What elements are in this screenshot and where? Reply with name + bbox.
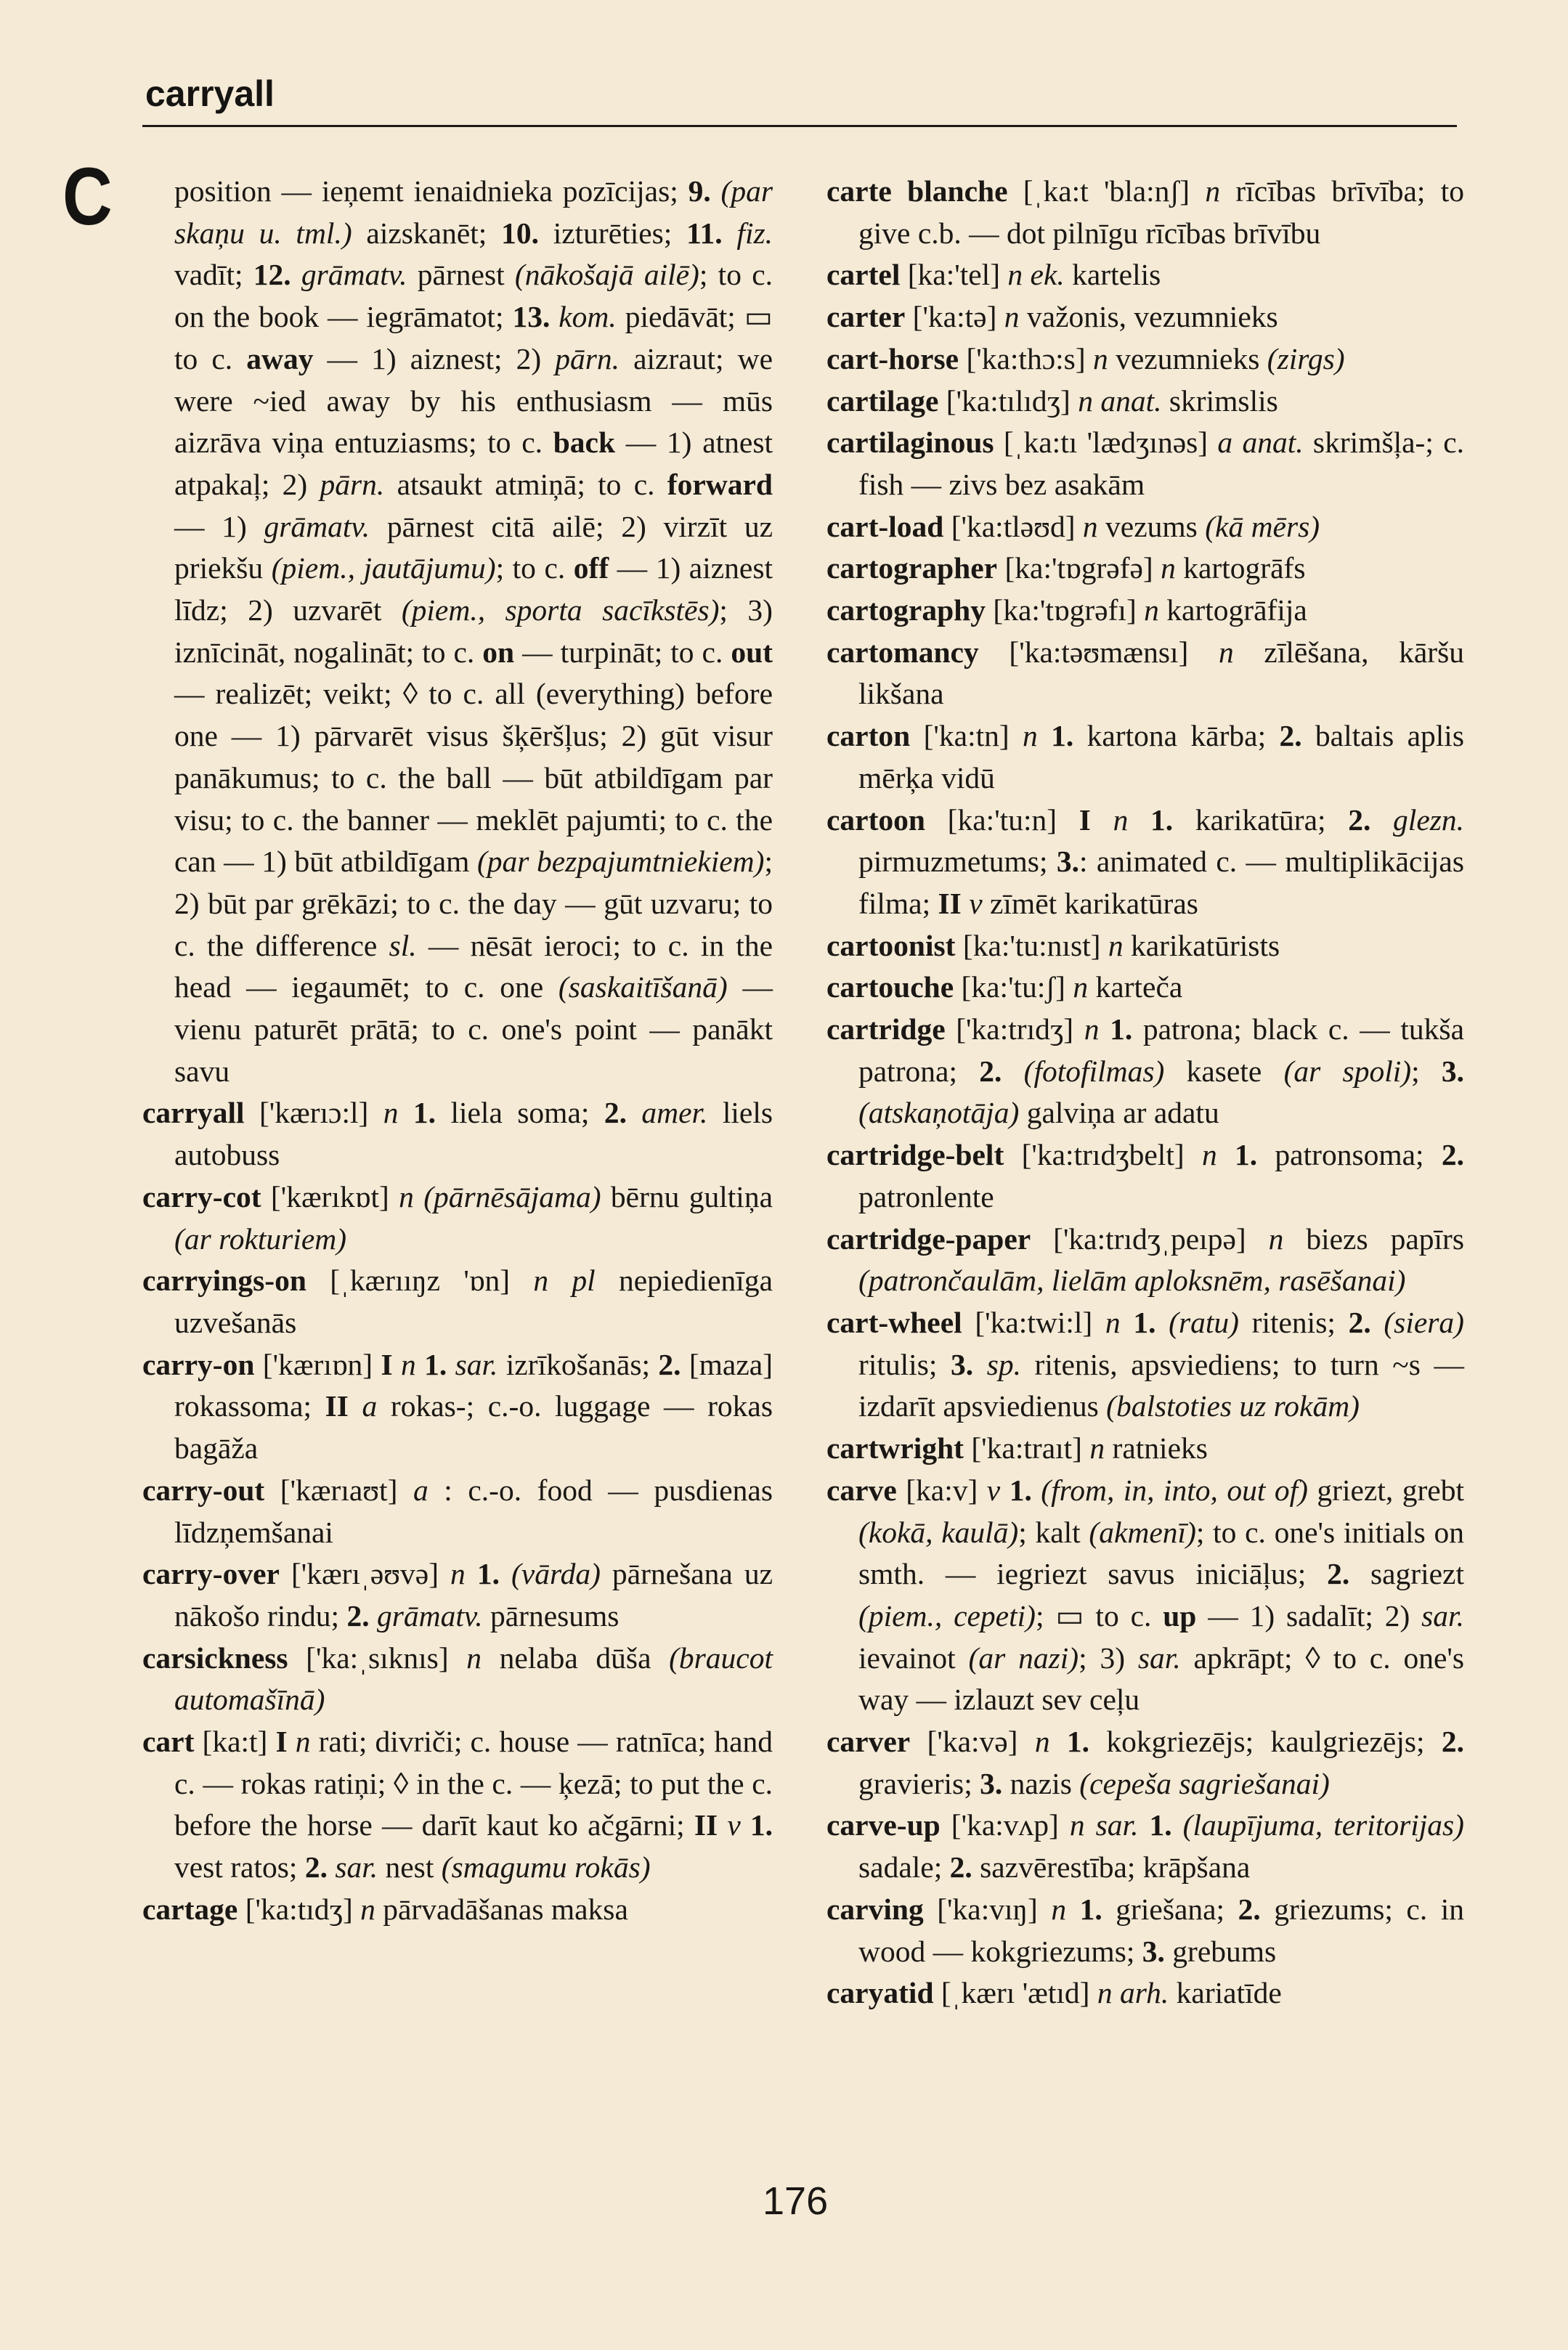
dictionary-entry: carryall ['kærıɔ:l] n 1. liela soma; 2. amer. liels autobuss [142, 1096, 773, 1172]
dictionary-entry: position — ieņemt ienaidnieka pozīcijas; 9. (par skaņu u. tml.) aizskanēt; 10. izturēties; 11. fiz. vadīt; 12. grāmatv. pārnest (nākošajā ailē); to c. on the book — iegrāmatot; 13. kom. piedāvāt; ▭ to c. away — 1) aiznest; 2) pārn. aizraut; we were ~ied away by his enthusiasm — mūs aizrāva viņa entuziasms; to c. back — 1) atnest atpakaļ; 2) pārn. atsaukt atmiņā; to c. forward — 1) grāmatv. pārnest citā ailē; 2) virzīt uz priekšu (piem., jautājumu); to c. off — 1) aiznest līdz; 2) uzvarēt (piem., sporta sacīkstēs); 3) iznīcināt, nogalināt; to c. on — turpināt; to c. out — realizēt; veikt; ◊ to c. all (everything) before one — 1) pārvarēt visus šķēršļus; 2) gūt visur panākumus; to c. the ball — būt atbildīgam par visu; to c. the banner — meklēt pajumti; to c. the can — 1) būt atbildīgam (par bezpajumtniekiem); 2) būt par grēkāzi; to c. the day — gūt uzvaru; to c. the difference sl. — nēsāt ieroci; to c. in the head — iegaumēt; to c. one (saskaitīšanā) — vienu paturēt prātā; to c. one's point — panākt savu [174, 174, 773, 1088]
dictionary-entry: cart-wheel ['ka:twi:l] n 1. (ratu) ritenis; 2. (siera) ritulis; 3. sp. ritenis, apsviediens; to turn ~s — izdarīt apsviedienus (balstoties uz rokām) [826, 1305, 1464, 1423]
dictionary-entry: cartridge-belt ['ka:trıdʒbelt] n 1. patronsoma; 2. patronlente [826, 1138, 1464, 1213]
dictionary-entry: cart-load ['ka:tləʊd] n vezums (kā mērs) [826, 509, 1320, 543]
dictionary-entry: carve [ka:v] v 1. (from, in, into, out of) griezt, grebt (kokā, kaulā); kalt (akmenī); to c. one's initials on smth. — iegriezt savus iniciāļus; 2. sagriezt (piem., cepeti); ▭ to c. up — 1) sadalīt; 2) sar. ievainot (ar nazi); 3) sar. apkrāpt; ◊ to c. one's way — izlauzt sev ceļu [826, 1473, 1464, 1717]
dictionary-entry: carte blanche [ˌka:t 'bla:nʃ] n rīcības brīvība; to give c.b. — dot pilnīgu rīcības brīvību [826, 174, 1465, 250]
dictionary-entry: cartel [ka:'tel] n ek. kartelis [826, 258, 1161, 292]
dictionary-entry: cartwright ['ka:traıt] n ratnieks [826, 1431, 1208, 1465]
dictionary-entry: carry-on ['kærıɒn] I n 1. sar. izrīkošanās; 2. [maza] rokassoma; II a rokas-; c.-o. luggage — rokas bagāža [142, 1347, 773, 1465]
dictionary-entry: cartilaginous [ˌka:tı 'lædʒınəs] a anat. skrimšļa-; c. fish — zivs bez asakām [826, 426, 1465, 501]
dictionary-entry: cart [ka:t] I n rati; divriči; c. house — ratnīca; hand c. — rokas ratiņi; ◊ in the c. — ķezā; to put the c. before the horse — darīt kaut ko ačgārni; II v 1. vest ratos; 2. sar. nest (smagumu rokās) [142, 1725, 773, 1885]
dictionary-entry: cartoon [ka:'tu:n] I n 1. karikatūra; 2. glezn. pirmuzmetums; 3.: animated c. — multiplikācijas filma; II v zīmēt karikatūras [826, 802, 1465, 920]
dictionary-entry: cartage ['ka:tıdʒ] n pārvadāšanas maksa [142, 1892, 628, 1926]
dictionary-entry: carsickness ['ka:ˌsıknıs] n nelaba dūša (braucot automašīnā) [142, 1640, 773, 1717]
dictionary-entry: carry-cot ['kærıkɒt] n (pārnēsājama) bērnu gultiņa (ar rokturiem) [142, 1179, 773, 1256]
dictionary-entry: cartouche [ka:'tu:ʃ] n karteča [826, 970, 1183, 1004]
header-rule [142, 125, 1457, 127]
dictionary-entry: carter ['ka:tə] n važonis, vezumnieks [826, 300, 1278, 334]
dictionary-entry: carton ['ka:tn] n 1. kartona kārba; 2. baltais aplis mērķa vidū [826, 719, 1464, 794]
left-column [142, 171, 773, 1931]
thumb-index-letter: C [62, 151, 113, 242]
dictionary-entry: cartoonist [ka:'tu:nıst] n karikatūrists [826, 928, 1280, 962]
dictionary-entry: cartography [ka:'tɒgrəfı] n kartogrāfija [826, 593, 1307, 627]
right-column [826, 171, 1464, 2014]
page-number: 176 [763, 2179, 829, 2223]
dictionary-entry: carving ['ka:vıŋ] n 1. griešana; 2. griezums; c. in wood — kokgriezums; 3. grebums [826, 1892, 1465, 1968]
dictionary-entry: cartilage ['ka:tılıdʒ] n anat. skrimslis [826, 383, 1278, 418]
dictionary-entry: cartomancy ['ka:təʊmænsı] n zīlēšana, kāršu likšana [826, 635, 1465, 711]
dictionary-entry: carry-out ['kærıaʊt] a : c.-o. food — pusdienas līdzņemšanai [142, 1473, 773, 1549]
dictionary-entry: cartridge-paper ['ka:trıdʒˌpeıpə] n biezs papīrs (patrončaulām, lielām aploksnēm, rasēšanai) [826, 1221, 1464, 1298]
dictionary-entry: carryings-on [ˌkærııŋz 'ɒn] n pl nepiedienīga uzvešanās [142, 1264, 773, 1339]
dictionary-entry: cart-horse ['ka:thɔ:s] n vezumnieks (zirgs) [826, 341, 1345, 375]
dictionary-entry: cartridge ['ka:trıdʒ] n 1. patrona; black c. — tukša patrona; 2. (fotofilmas) kasete (ar spoli); 3. (atskaņotāja) galviņa ar adatu [826, 1012, 1465, 1130]
dictionary-entry: cartographer [ka:'tɒgrəfə] n kartogrāfs [826, 551, 1306, 585]
running-head: carryall [145, 73, 275, 114]
dictionary-entry: carry-over ['kærıˌəʊvə] n 1. (vārda) pārnešana uz nākošo rindu; 2. grāmatv. pārnesums [142, 1557, 773, 1633]
dictionary-entry: carve-up ['ka:vʌp] n sar. 1. (laupījuma, teritorijas) sadale; 2. sazvērestība; krāpšana [826, 1808, 1465, 1885]
dictionary-entry: carver ['ka:və] n 1. kokgriezējs; kaulgriezējs; 2. gravieris; 3. nazis (cepeša sagriešanai) [826, 1725, 1464, 1800]
dictionary-entry: caryatid [ˌkærı 'ætıd] n arh. kariatīde [826, 1976, 1282, 2010]
